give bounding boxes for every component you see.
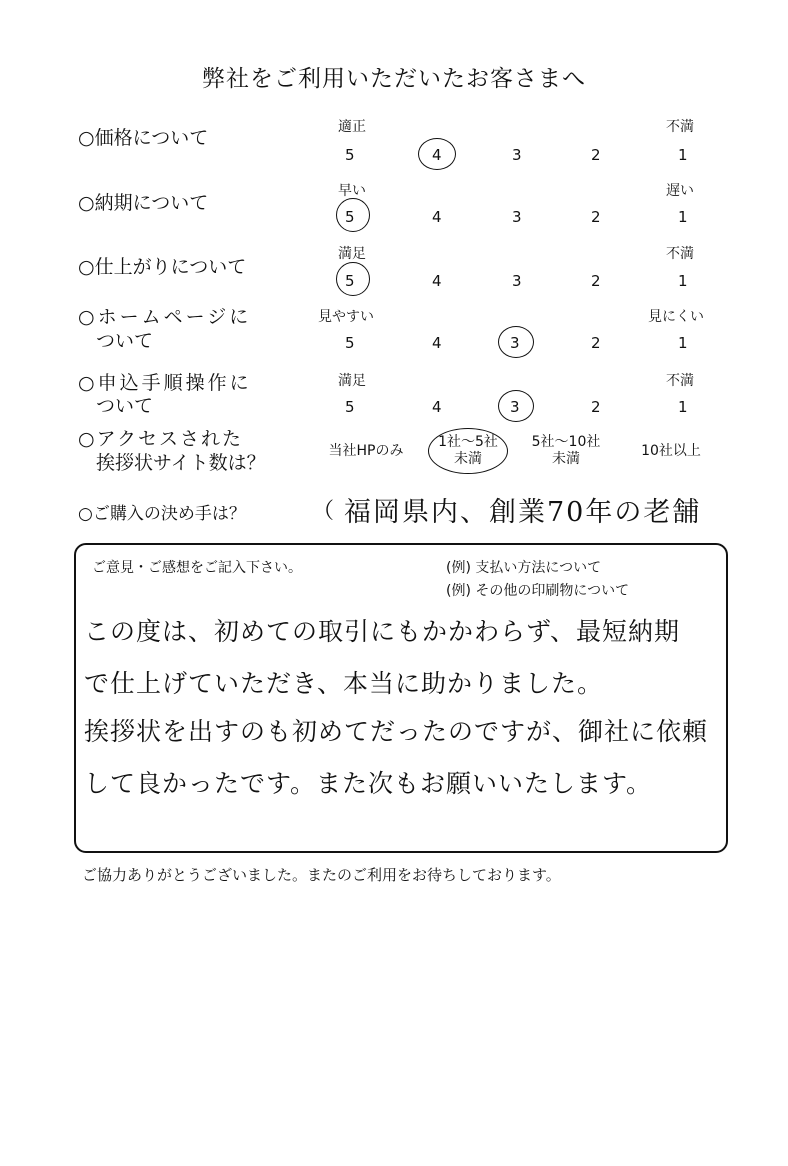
question-procedure-label-line2: ついて	[96, 395, 154, 417]
access-option-1-5-line1: 1社～5社	[438, 434, 498, 450]
comment-line-1: この度は、初めての取引にもかかわらず、最短納期	[84, 617, 681, 646]
homepage-selection-circle	[498, 326, 534, 358]
question-homepage-scale-3: 3	[510, 334, 520, 352]
question-procedure-scale-3: 3	[510, 398, 520, 416]
delivery-selection-circle	[336, 198, 370, 232]
decision-paren: （	[312, 499, 335, 524]
access-option-10-plus	[626, 443, 716, 460]
question-homepage-right-label: 見にくい	[648, 309, 704, 325]
question-finish-label: ○仕上がりについて	[78, 256, 247, 278]
procedure-selection-circle	[498, 390, 534, 422]
question-homepage-scale-5: 5	[345, 334, 355, 352]
question-procedure-scale-4: 4	[432, 398, 442, 416]
question-procedure-scale-5: 5	[345, 398, 355, 416]
question-price-label: ○価格について	[78, 127, 209, 149]
question-finish-scale-4: 4	[432, 272, 442, 290]
question-delivery-label: ○納期について	[78, 192, 209, 214]
question-finish-scale-2: 2	[591, 272, 601, 290]
question-homepage-label-line2: ついて	[96, 330, 154, 352]
comment-example-2: (例) その他の印刷物について	[446, 583, 630, 599]
access-question-label-line1: ○アクセスされた	[78, 428, 244, 450]
question-price-left-label: 適正	[338, 119, 366, 135]
comment-line-4: して良かったです。また次もお願いいたします。	[84, 769, 653, 798]
access-option-hp-only-line1: 当社HPのみ	[328, 443, 404, 459]
access-selection-circle	[428, 428, 508, 474]
question-procedure-scale-2: 2	[591, 398, 601, 416]
question-delivery-scale-2: 2	[591, 208, 601, 226]
question-homepage-label-line1: ○ホームページに	[78, 306, 252, 328]
question-procedure-left-label: 満足	[338, 373, 366, 389]
comment-line-2: で仕上げていただき、本当に助かりました。	[84, 669, 604, 698]
question-price-right-label: 不満	[666, 119, 694, 135]
question-finish-right-label: 不満	[666, 246, 694, 262]
question-price-scale-3: 3	[512, 146, 522, 164]
question-finish-scale-5: 5	[345, 272, 355, 290]
access-option-5-10-line1: 5社～10社	[531, 434, 601, 450]
access-option-hp-only	[314, 443, 418, 460]
question-procedure-scale-1: 1	[678, 398, 688, 416]
question-procedure-label-line1: ○申込手順操作に	[78, 372, 252, 394]
question-finish-scale-1: 1	[678, 272, 688, 290]
decision-question-label: ○ご購入の決め手は？	[78, 504, 246, 524]
comment-line-3: 挨拶状を出すのも初めてだったのですが、御社に依頼	[84, 717, 709, 746]
question-price-scale-4: 4	[432, 146, 442, 164]
question-delivery-right-label: 遅い	[666, 183, 694, 199]
access-option-5-10	[516, 434, 616, 468]
question-delivery-left-label: 早い	[338, 183, 366, 199]
question-delivery-scale-3: 3	[512, 208, 522, 226]
access-option-1-5-line2: 未満	[454, 451, 482, 467]
comment-header: ご意見・ご感想をご記入下さい。	[92, 560, 302, 576]
question-price-scale-2: 2	[591, 146, 601, 164]
access-option-10-plus-line1: 10社以上	[641, 443, 701, 459]
finish-selection-circle	[336, 262, 370, 296]
question-homepage-scale-2: 2	[591, 334, 601, 352]
question-price-scale-1: 1	[678, 146, 688, 164]
footer-thanks: ご協力ありがとうございました。またのご利用をお待ちしております。	[82, 866, 561, 884]
question-finish-scale-3: 3	[512, 272, 522, 290]
comment-example-1: (例) 支払い方法について	[446, 560, 602, 576]
price-selection-circle	[418, 138, 456, 170]
question-delivery-scale-4: 4	[432, 208, 442, 226]
decision-answer: 福岡県内、創業70年の老舗	[344, 497, 702, 528]
question-homepage-scale-1: 1	[678, 334, 688, 352]
page-title: 弊社をご利用いただいたお客さまへ	[202, 66, 586, 92]
question-delivery-scale-1: 1	[678, 208, 688, 226]
question-homepage-left-label: 見やすい	[318, 309, 374, 325]
question-procedure-right-label: 不満	[666, 373, 694, 389]
access-option-5-10-line2: 未満	[552, 451, 580, 467]
question-homepage-scale-4: 4	[432, 334, 442, 352]
access-question-label-line2: 挨拶状サイト数は？	[96, 452, 266, 474]
question-delivery-scale-5: 5	[345, 208, 355, 226]
question-price-scale-5: 5	[345, 146, 355, 164]
question-finish-left-label: 満足	[338, 246, 366, 262]
